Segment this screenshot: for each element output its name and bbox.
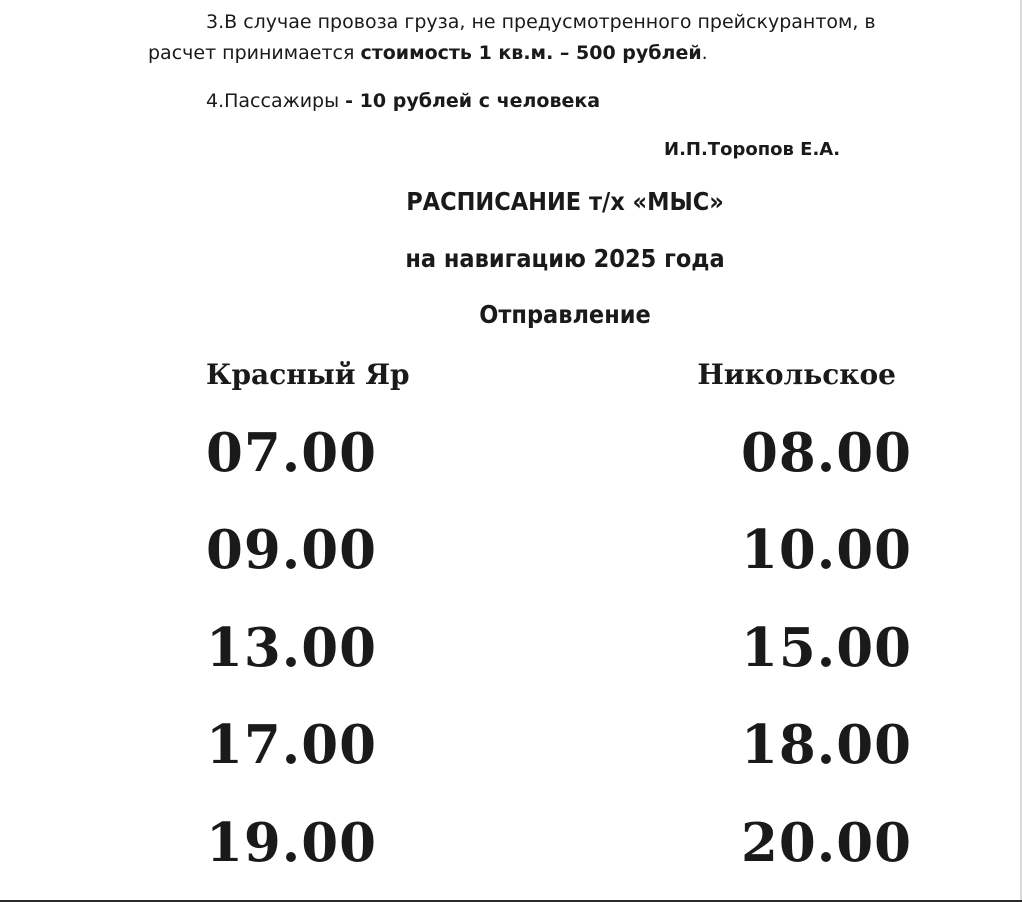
column-header-krasny-yar: Красный Яр <box>206 358 410 391</box>
departure-time-left: 13.00 <box>206 617 377 679</box>
schedule-subtitle: на навигацию 2025 года <box>405 244 725 273</box>
note-item-3-suffix: . <box>701 42 708 64</box>
note-item-4 <box>206 90 600 112</box>
note-item-4-price: - 10 рублей с человека <box>345 90 601 112</box>
departure-time-right: 18.00 <box>741 714 912 776</box>
note-item-3-line-1: 3.В случае провоза груза, не предусмотренного прейскурантом, в <box>206 11 876 33</box>
departure-time-right: 08.00 <box>741 422 912 484</box>
departure-time-right: 15.00 <box>741 617 912 679</box>
note-item-3-prefix: расчет принимается <box>148 42 361 64</box>
schedule-section-heading: Отправление <box>479 300 651 329</box>
note-item-3-line-2 <box>148 42 708 64</box>
column-header-nikolskoe: Никольское <box>697 358 896 391</box>
note-item-4-prefix: 4.Пассажиры <box>206 90 346 112</box>
signature: И.П.Торопов Е.А. <box>664 139 841 160</box>
schedule-title: РАСПИСАНИЕ т/х «МЫС» <box>406 187 724 216</box>
note-item-3-price: стоимость 1 кв.м. – 500 рублей <box>360 42 702 64</box>
departure-time-left: 09.00 <box>206 519 377 581</box>
departure-time-right: 10.00 <box>741 519 912 581</box>
departure-time-left: 19.00 <box>206 812 377 874</box>
departure-time-right: 20.00 <box>741 812 912 874</box>
departure-time-left: 17.00 <box>206 714 377 776</box>
departure-time-left: 07.00 <box>206 422 377 484</box>
